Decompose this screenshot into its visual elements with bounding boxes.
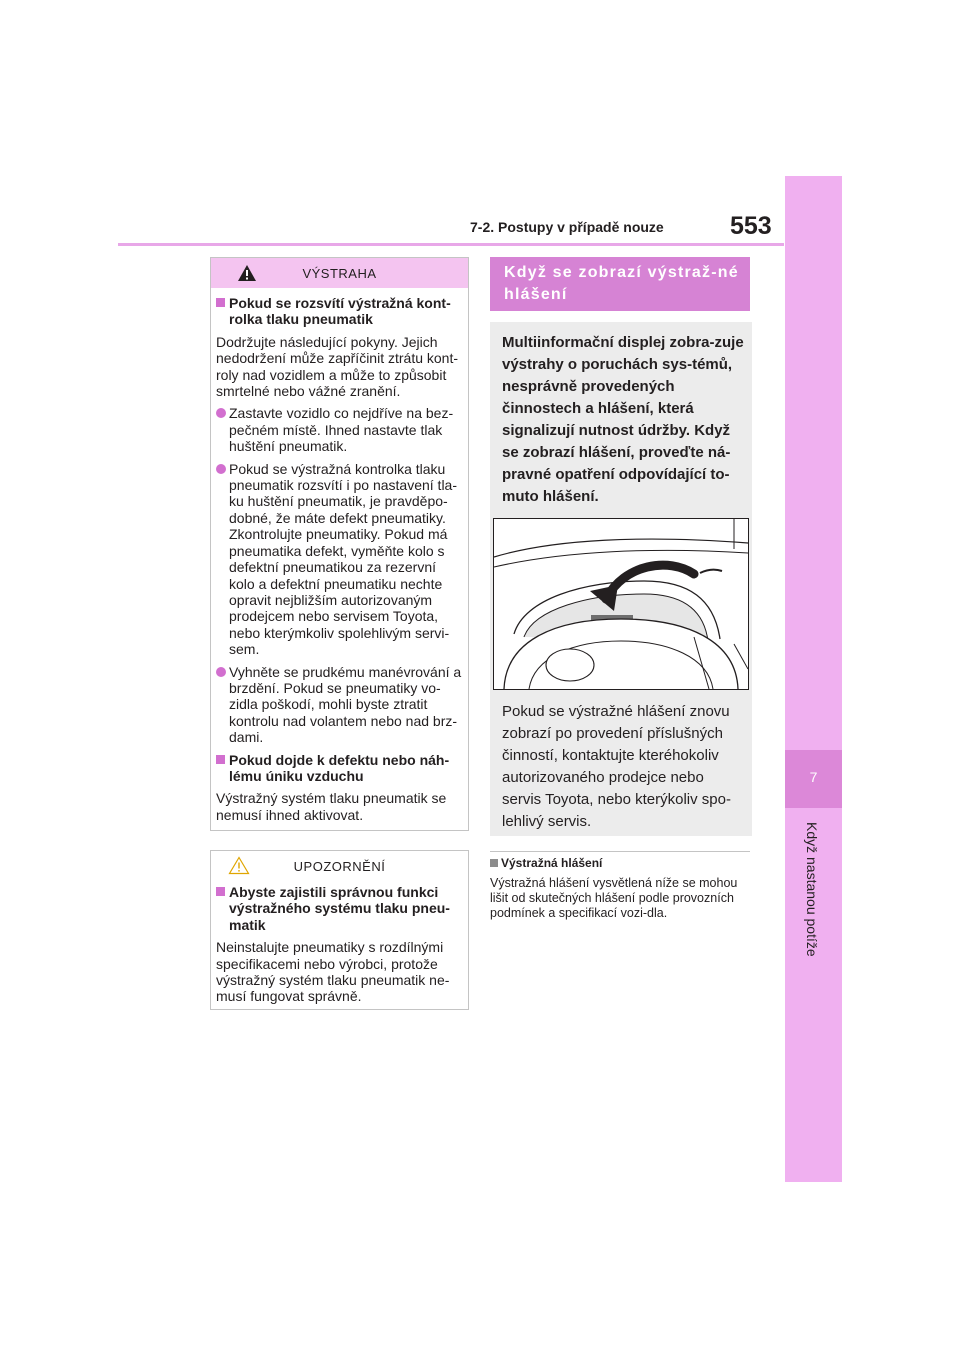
dashboard-display-icon: [494, 519, 748, 689]
chapter-side-tab: [785, 176, 842, 1182]
section-banner: [490, 257, 750, 311]
warning-paragraph-2: Výstražný systém tlaku pneumatik se nemusí ihned aktivovat.: [216, 790, 447, 823]
section-title: 7-2. Postupy v případě nouze: [470, 219, 664, 235]
info-intro: Multiinformační displej zobra-zuje výstrahy o poruchách sys-témů, nesprávně provedených činnostech a hlášení, která signalizují nutnost údržby. Když se zobrazí hlášení, proveďte ná-pravné opatření odpovídající to-muto hlášení.: [502, 334, 744, 505]
section-banner-title: Když se zobrazí výstraž-né hlášení: [504, 264, 739, 303]
square-bullet-icon: [490, 859, 498, 867]
warning-bullet-1: Zastavte vozidlo co nejdříve na bez-pečném místě. Ihned nastavte tlak huštění pneumatik.: [216, 405, 462, 454]
warning-label: VÝSTRAHA: [302, 266, 377, 281]
sub-heading: [490, 856, 750, 870]
warning-bullet-2: Pokud se výstražná kontrolka tlaku pneumatik rozsvítí i po nastavení tla-ku huštění pneumatik, je pravděpo-dobné, že máte defekt pneumatiky. Zkontrolujte pneumatiky. Pokud má pneumatika defekt, vyměňte kolo s defektní pneumatikou za rezervní kolo a defektní pneumatiku nechte opravit nejbližším autorizovaným prodejcem nebo servisem Toyota, nebo kterýmkoliv spolehlivým servi-sem.: [216, 461, 462, 658]
warning-bullet-3: Vyhněte se prudkému manévrování a brzdění. Pokud se pneumatiky vo-zidla poškodí, mohli byste ztratit kontrolu nad volantem nebo nad brz-dami.: [216, 664, 462, 746]
warning-paragraph-1: Dodržujte následující pokyny. Jejich nedodržení může zapříčinit ztrátu kont-roly nad vozidlem a může to způsobit smrtelné nebo vážné zranění.: [216, 333, 459, 400]
info-note: Pokud se výstražné hlášení znovu zobrazí po provedení příslušných činností, kontaktujte kteréhokoliv autorizovaného prodejce nebo servis Toyota, nebo kterýkoliv spo-lehlivý servis.: [502, 703, 731, 830]
chapter-number: 7: [809, 769, 818, 785]
caution-paragraph: Neinstalujte pneumatiky s rozdílnými specifikacemi nebo výrobci, protože výstražný systém tlaku pneumatik ne-musí fungovat správně.: [216, 939, 450, 1005]
caution-content: [216, 884, 462, 1011]
caution-heading: Abyste zajistili správnou funkci výstražného systému tlaku pneu-matik: [216, 884, 462, 933]
warning-header: [211, 258, 468, 288]
warning-box: [210, 257, 469, 831]
chapter-title: Když nastanou potíže: [804, 822, 820, 957]
warning-heading-1: Pokud se rozsvítí výstražná kont-rolka tlaku pneumatik: [216, 295, 462, 328]
warning-content: [216, 295, 462, 829]
warning-heading-2: Pokud dojde k defektu nebo náh-lému úniku vzduchu: [216, 752, 462, 785]
caution-label: UPOZORNĚNÍ: [293, 859, 386, 874]
chapter-title-wrap: [785, 822, 842, 972]
sub-section-rule: [490, 851, 750, 852]
caution-box: [210, 850, 469, 1010]
sub-paragraph: Výstražná hlášení vysvětlená níže se mohou lišit od skutečných hlášení podle provozních podmínek a specifikací vozi-dla.: [490, 876, 738, 920]
sub-heading-text: Výstražná hlášení: [501, 856, 603, 870]
page-number: 553: [730, 212, 772, 240]
dashboard-illustration: [493, 518, 749, 690]
header-rule: [118, 243, 784, 246]
